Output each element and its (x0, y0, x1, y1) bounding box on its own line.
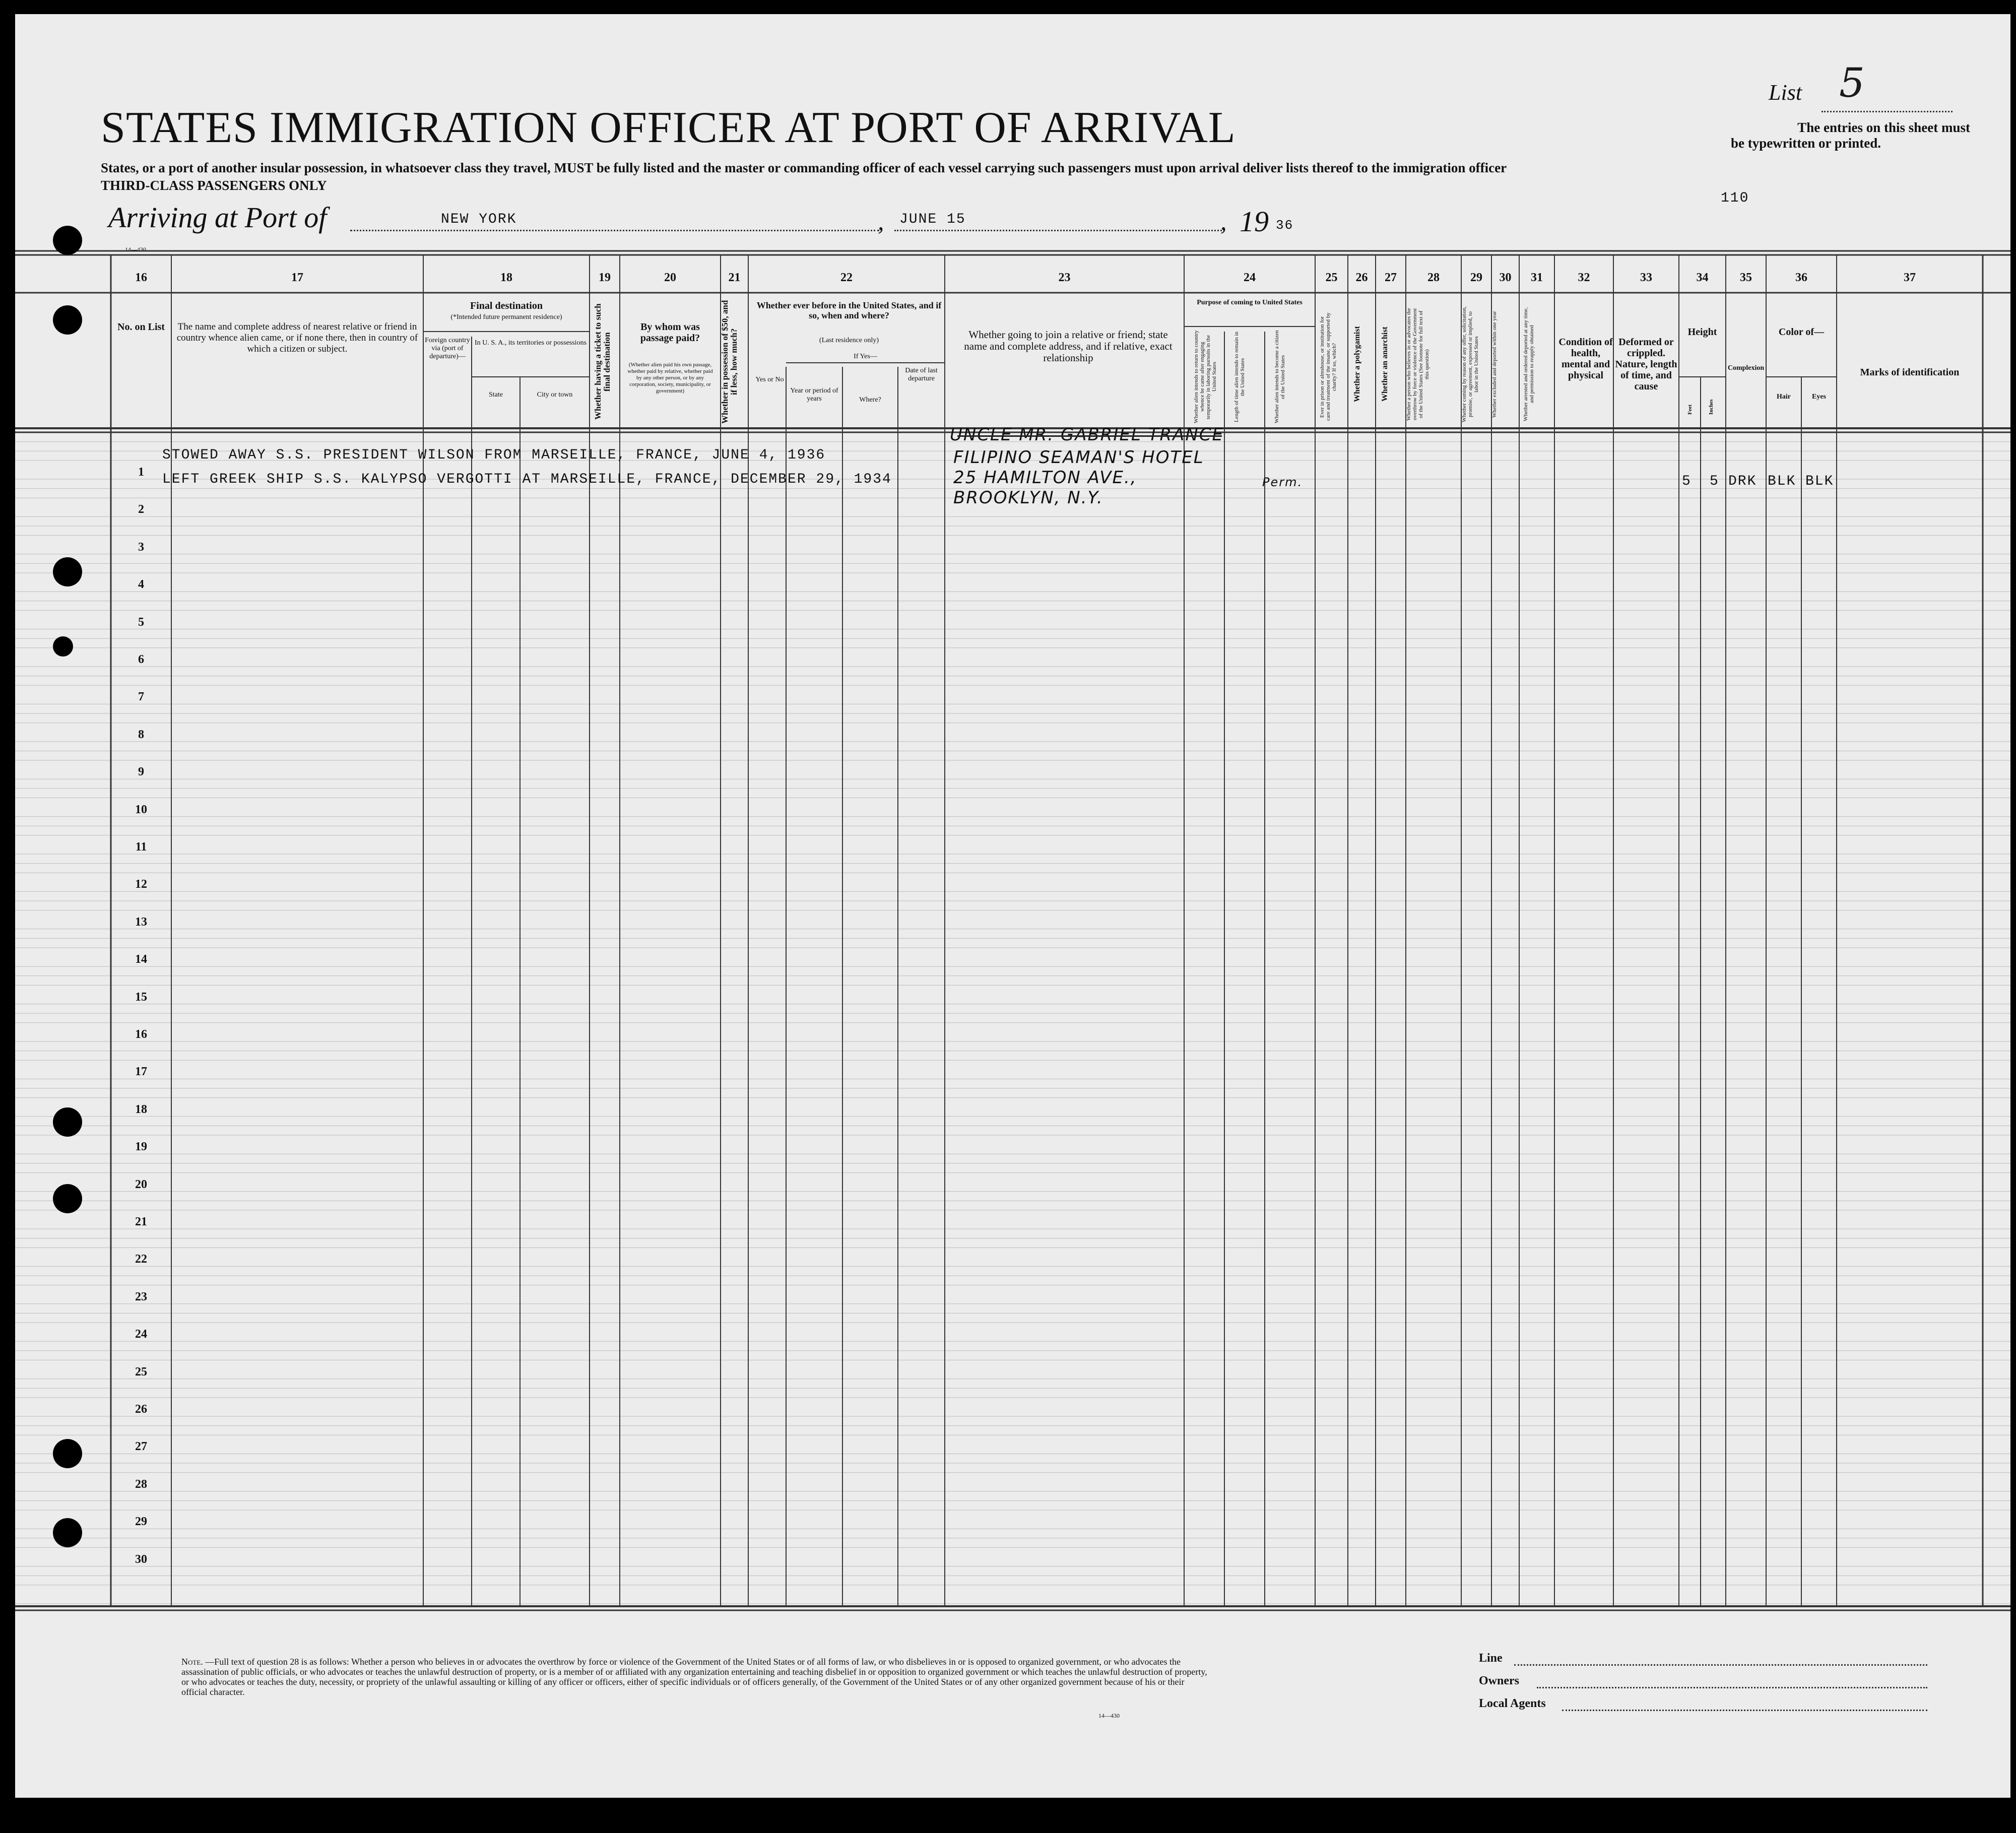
row-number: 15 (135, 990, 147, 1004)
hdr-anarchist: Whether an anarchist (1381, 326, 1389, 402)
hdr-yes-or-no: Yes or No (755, 376, 784, 383)
hdr-color-of: Color of— (1778, 326, 1825, 338)
form-code-top: 14—430 (125, 246, 146, 253)
hdr-feet: Feet (1687, 404, 1693, 415)
hdr-city-or-town: City or town (537, 391, 573, 399)
hdr-ticket: Whether having a ticket to such final destination (593, 303, 612, 420)
complexion-value: DRK (1728, 474, 1757, 489)
footnote-label: Note. (181, 1657, 203, 1667)
row-number: 3 (138, 540, 144, 554)
owners-label: Owners (1479, 1674, 1519, 1687)
punch-hole (53, 1439, 82, 1468)
hdr-final-destination-note: (*Intended future permanent residence) (450, 313, 562, 321)
hdr-q29: Whether coming by reason of any offer, solicitation, promise, or agreement, expressed or implied, to labor in the United States (1461, 306, 1479, 422)
page-title: STATES IMMIGRATION OFFICER AT PORT OF ARRIVAL (101, 103, 1236, 152)
row-number: 2 (138, 503, 144, 516)
hdr-passage-paid: By whom was passage paid? (640, 321, 700, 344)
hdr-date-departure: Date of last departure (905, 367, 938, 382)
row-number: 23 (135, 1290, 147, 1303)
column-number: 25 (1325, 271, 1338, 284)
row-number: 6 (138, 653, 144, 666)
hdr-nearest-relative: The name and complete address of nearest relative or friend in country whence alien came, or if none there, then in country of which a citizen or subject. (176, 321, 418, 354)
hdr-q31: Whether arrested and ordered deported at any time, and permission to reapply obtained (1523, 307, 1535, 422)
hdr-q28: Whether a person who believes in or advocates the overthrow by force or violence of the Government of the United States (See footnote for full text of this question) (1406, 308, 1430, 421)
row-number: 18 (135, 1102, 147, 1116)
row-number: 11 (135, 840, 147, 854)
row-number: 30 (135, 1552, 147, 1566)
entry-line-1: STOWED AWAY S.S. PRESIDENT WILSON FROM MARSEILLE, FRANCE, JUNE 4, 1936 (162, 447, 826, 463)
hdr-purpose-a: Whether alien intends to return to country whence he came after engaging temporarily in laboring pursuits in the United States (1193, 330, 1217, 424)
hdr-year-or-period: Year or period of years (790, 387, 838, 403)
eyes-value: BLK (1805, 474, 1834, 489)
local-agents-label: Local Agents (1479, 1697, 1546, 1710)
hdr-hair: Hair (1777, 393, 1791, 401)
column-number: 22 (840, 271, 853, 284)
local-agents-dotline (1562, 1710, 1927, 1711)
line-label: Line (1479, 1652, 1503, 1665)
row-number: 1 (138, 466, 144, 479)
row-number: 12 (135, 878, 147, 891)
punch-hole (53, 557, 82, 586)
column-number: 37 (1904, 271, 1916, 284)
row-number: 26 (135, 1403, 147, 1416)
hdr-purpose-b: Length of time alien intends to remain in the United States (1233, 332, 1246, 422)
sheet-stamp: 110 (1721, 190, 1749, 206)
line-dotline (1514, 1664, 1927, 1666)
column-number: 21 (728, 271, 741, 284)
footnote-text: —Full text of question 28 is as follows: Whether a person who believes in or advocates the overthrow by force or violence of the Government of the United States or of all forms of law, or who disbelieves in or is opposed to organized government, or who advocates the assassination of public officials, or who advocates or teaches the unlawful destruction of property, or is a member of or affiliated with any organization entertaining and teaching disbelief in or opposition to organized government or which teaches the unlawful destruction of property, or who advocates or teaches the duty, necessity, or propriety of the unlawful assaulting or killing of any officer or officers, either of specific individuals or of officers generally, of the Government of the United States or of any other organized government because of his or their official character. (181, 1657, 1207, 1697)
hdr-if-yes: If Yes— (854, 353, 877, 360)
column-number: 32 (1578, 271, 1590, 284)
hdr-join-relative: Whether going to join a relative or friend; state name and complete address, and if relative, exact relationship (964, 329, 1173, 364)
column-number: 35 (1740, 271, 1752, 284)
year-prefix: 19 (1240, 205, 1269, 238)
hdr-inches: Inches (1708, 399, 1714, 415)
hdr-condition: Condition of health, mental and physical (1558, 337, 1613, 381)
entry-line-2: LEFT GREEK SHIP S.S. KALYPSO VERGOTTI AT MARSEILLE, FRANCE, DECEMBER 29, 1934 (162, 472, 892, 487)
hdr-in-usa: In U. S. A., its territories or possessions (474, 339, 587, 347)
column-number: 24 (1244, 271, 1256, 284)
class-note: THIRD-CLASS PASSENGERS ONLY (101, 178, 327, 193)
punch-hole (53, 226, 82, 255)
column-number: 36 (1795, 271, 1807, 284)
column-number: 17 (291, 271, 303, 284)
punch-hole (53, 636, 73, 657)
row-number: 29 (135, 1515, 147, 1529)
row-number: 7 (138, 690, 144, 704)
owners-dotline (1537, 1687, 1927, 1688)
footnote (181, 1657, 1209, 1697)
row-number: 21 (135, 1215, 147, 1228)
strike-through (957, 435, 1222, 437)
row-number: 17 (135, 1065, 147, 1079)
list-number: 5 (1839, 59, 1865, 106)
punch-hole (53, 1184, 82, 1213)
hdr-where: Where? (859, 396, 881, 404)
height-inches: 5 (1710, 474, 1719, 489)
relative-line-4: BROOKLYN, N.Y. (953, 488, 1103, 508)
comma-1: , (878, 207, 884, 235)
year-suffix: 36 (1276, 218, 1294, 233)
hdr-marks: Marks of identification (1860, 367, 1960, 378)
row-number: 24 (135, 1328, 147, 1341)
row-number: 9 (138, 765, 144, 779)
relative-line-3: 25 HAMILTON AVE., (953, 468, 1137, 488)
intro-text: States, or a port of another insular possession, in whatsoever class they travel, MUST be fully listed and the master or commanding officer of each vessel carrying such passengers must upon arrival deliver lists thereof to the immigration officer (101, 160, 1507, 175)
row-number: 27 (135, 1440, 147, 1454)
column-number: 16 (135, 271, 147, 284)
hdr-final-destination: Final destination (470, 300, 543, 311)
manifest-sheet (15, 14, 2010, 1798)
column-number: 27 (1385, 271, 1397, 284)
note-line-2: be typewritten or printed. (1731, 136, 1881, 151)
hdr-polygamist: Whether a polygamist (1353, 326, 1361, 403)
list-label: List (1769, 80, 1802, 105)
punch-hole (53, 1107, 82, 1137)
hdr-height: Height (1687, 326, 1717, 338)
hdr-before-in-us: Whether ever before in the United States, and if so, when and where? (756, 300, 942, 320)
column-number: 19 (599, 271, 611, 284)
punch-hole (53, 1518, 82, 1547)
column-number: 20 (664, 271, 676, 284)
column-number: 33 (1640, 271, 1652, 284)
column-number: 34 (1696, 271, 1709, 284)
row-number: 28 (135, 1477, 147, 1491)
note-line-1: The entries on this sheet must (1797, 120, 1970, 135)
hdr-state: State (489, 391, 503, 399)
hdr-purpose-c: Whether alien intends to become a citizen of the United States (1274, 330, 1286, 424)
arriving-label: Arriving at Port of (108, 201, 327, 234)
row-number: 20 (135, 1177, 147, 1191)
hdr-last-residence: (Last residence only) (819, 337, 879, 344)
row-number: 25 (135, 1365, 147, 1379)
relative-line-1: UNCLE MR. GABRIEL TRANCE (950, 425, 1224, 445)
column-number: 28 (1427, 271, 1440, 284)
hdr-purpose: Purpose of coming to United States (1197, 299, 1303, 306)
hdr-no-on-list: No. on List (117, 321, 165, 333)
height-feet: 5 (1682, 474, 1692, 489)
column-number: 30 (1499, 271, 1512, 284)
column-number: 18 (500, 271, 512, 284)
row-number: 10 (135, 803, 147, 816)
row-number: 8 (138, 728, 144, 741)
port-value: NEW YORK (441, 212, 517, 227)
row-number: 16 (135, 1028, 147, 1041)
date-value: JUNE 15 (899, 212, 966, 227)
column-number: 26 (1355, 271, 1368, 284)
comma-2: , (1220, 207, 1227, 235)
hdr-foreign-country: Foreign country via (port of departure)— (425, 337, 470, 360)
column-number: 29 (1470, 271, 1482, 284)
hair-value: BLK (1768, 474, 1796, 489)
hdr-complexion: Complexion (1727, 364, 1765, 372)
column-number: 23 (1058, 271, 1071, 284)
row-number: 5 (138, 615, 144, 629)
hdr-q30: Whether excluded and deported within one year (1491, 311, 1498, 418)
row-number: 22 (135, 1253, 147, 1266)
hdr-eyes: Eyes (1812, 393, 1826, 401)
hdr-fifty-dollars: Whether in possession of $50, and if less, how much? (720, 300, 739, 424)
hdr-deformed: Deformed or crippled. Nature, length of time, and cause (1615, 337, 1677, 392)
row-number: 13 (135, 915, 147, 929)
relative-line-2: FILIPINO SEAMAN'S HOTEL (953, 447, 1204, 468)
punch-hole (53, 305, 82, 335)
purpose-value: Perm. (1262, 475, 1303, 489)
column-number: 31 (1531, 271, 1543, 284)
hdr-prison: Ever in prison or almshouse, or institution for care and treatment of the insane, or supported by charity? If so, which? (1319, 312, 1337, 421)
form-code-bottom: 14—430 (1098, 1712, 1120, 1719)
row-number: 19 (135, 1140, 147, 1154)
hdr-passage-paid-note: (Whether alien paid his own passage, whether paid by relative, whether paid by any other person, or by any corporation, society, municipality, or government) (627, 362, 713, 394)
row-number: 14 (135, 953, 147, 966)
row-number: 4 (138, 578, 144, 592)
